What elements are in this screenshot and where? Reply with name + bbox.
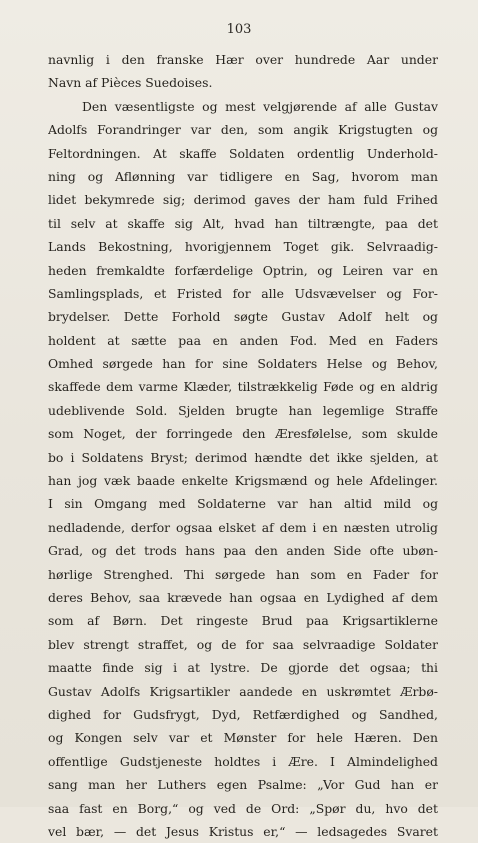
text-line: Omhed sørgede han for sine Soldaters Helse og Behov,: [48, 356, 438, 372]
body-text: [48, 48, 438, 843]
text-line: Adolfs Forandringer var den, som angik Krigstugten og: [48, 122, 438, 138]
text-line: Gustav Adolfs Krigsartikler aandede en uskrømtet Ærbø-: [48, 683, 438, 699]
text-line: vel bær, — det Jesus Kristus er,“ — ledsagedes Svaret: [48, 823, 438, 839]
text-line: blev strengt straffet, og de for saa selvraadige Soldater: [48, 636, 438, 652]
text-line: Navn af Pièces Suedoises.: [48, 75, 213, 91]
text-line: nedladende, derfor ogsaa elsket af dem i en næsten utrolig: [48, 519, 438, 535]
text-line: heden fremkaldte forfærdelige Optrin, og Leiren var en: [48, 262, 438, 278]
page-number: 103: [226, 22, 252, 37]
text-line: holdent at sætte paa en anden Fod. Med en Faders: [48, 332, 438, 348]
text-line: som af Børn. Det ringeste Brud paa Krigsartiklerne: [48, 613, 438, 629]
text-line: Den væsentligste og mest velgjørende af alle Gustav: [82, 98, 438, 114]
text-line: og Kongen selv var et Mønster for hele Hæren. Den: [48, 730, 438, 746]
text-line: sang man her Luthers egen Psalme: „Vor Gud han er: [48, 777, 438, 793]
text-line: skaffede dem varme Klæder, tilstrækkelig Føde og en aldrig: [48, 379, 438, 395]
text-line: maatte finde sig i at lystre. De gjorde det ogsaa; thi: [48, 660, 438, 676]
text-line: til selv at skaffe sig Alt, hvad han tiltrængte, paa det: [48, 215, 438, 231]
text-line: udeblivende Sold. Sjelden brugte han legemlige Straffe: [48, 402, 438, 418]
text-line: han jog væk baade enkelte Krigsmænd og hele Afdelinger.: [48, 473, 438, 489]
text-line: som Noget, der forringede den Æresfølelse, som skulde: [48, 426, 438, 442]
text-line: hørlige Strenghed. Thi sørgede han som en Fader for: [48, 566, 438, 582]
text-line: ning og Aflønning var tidligere en Sag, hvorom man: [48, 168, 438, 184]
text-line: I sin Omgang med Soldaterne var han altid mild og: [48, 496, 438, 512]
text-line: brydelser. Dette Forhold søgte Gustav Adolf helt og: [48, 309, 438, 325]
text-line: Samlingsplads, et Fristed for alle Udsvævelser og For-: [48, 285, 438, 301]
text-line: lidet bekymrede sig; derimod gaves der ham fuld Frihed: [48, 192, 438, 208]
text-line: Feltordningen. At skaffe Soldaten ordentlig Underhold-: [48, 145, 438, 161]
text-line: dighed for Gudsfrygt, Dyd, Retfærdighed og Sandhed,: [48, 706, 438, 722]
text-line: bo i Soldatens Bryst; derimod hændte det ikke sjelden, at: [48, 449, 438, 465]
text-line: deres Behov, saa krævede han ogsaa en Lydighed af dem: [48, 589, 438, 605]
text-line: Lands Bekostning, hvorigjennem Toget gik. Selvraadig-: [48, 239, 438, 255]
text-line: navnlig i den franske Hær over hundrede Aar under: [48, 52, 438, 67]
text-line: Grad, og det trods hans paa den anden Side ofte ubøn-: [48, 543, 438, 559]
text-line: offentlige Gudstjeneste holdtes i Ære. I Almindelighed: [48, 753, 438, 769]
text-line: saa fast en Borg,“ og ved de Ord: „Spør du, hvo det: [48, 800, 438, 816]
